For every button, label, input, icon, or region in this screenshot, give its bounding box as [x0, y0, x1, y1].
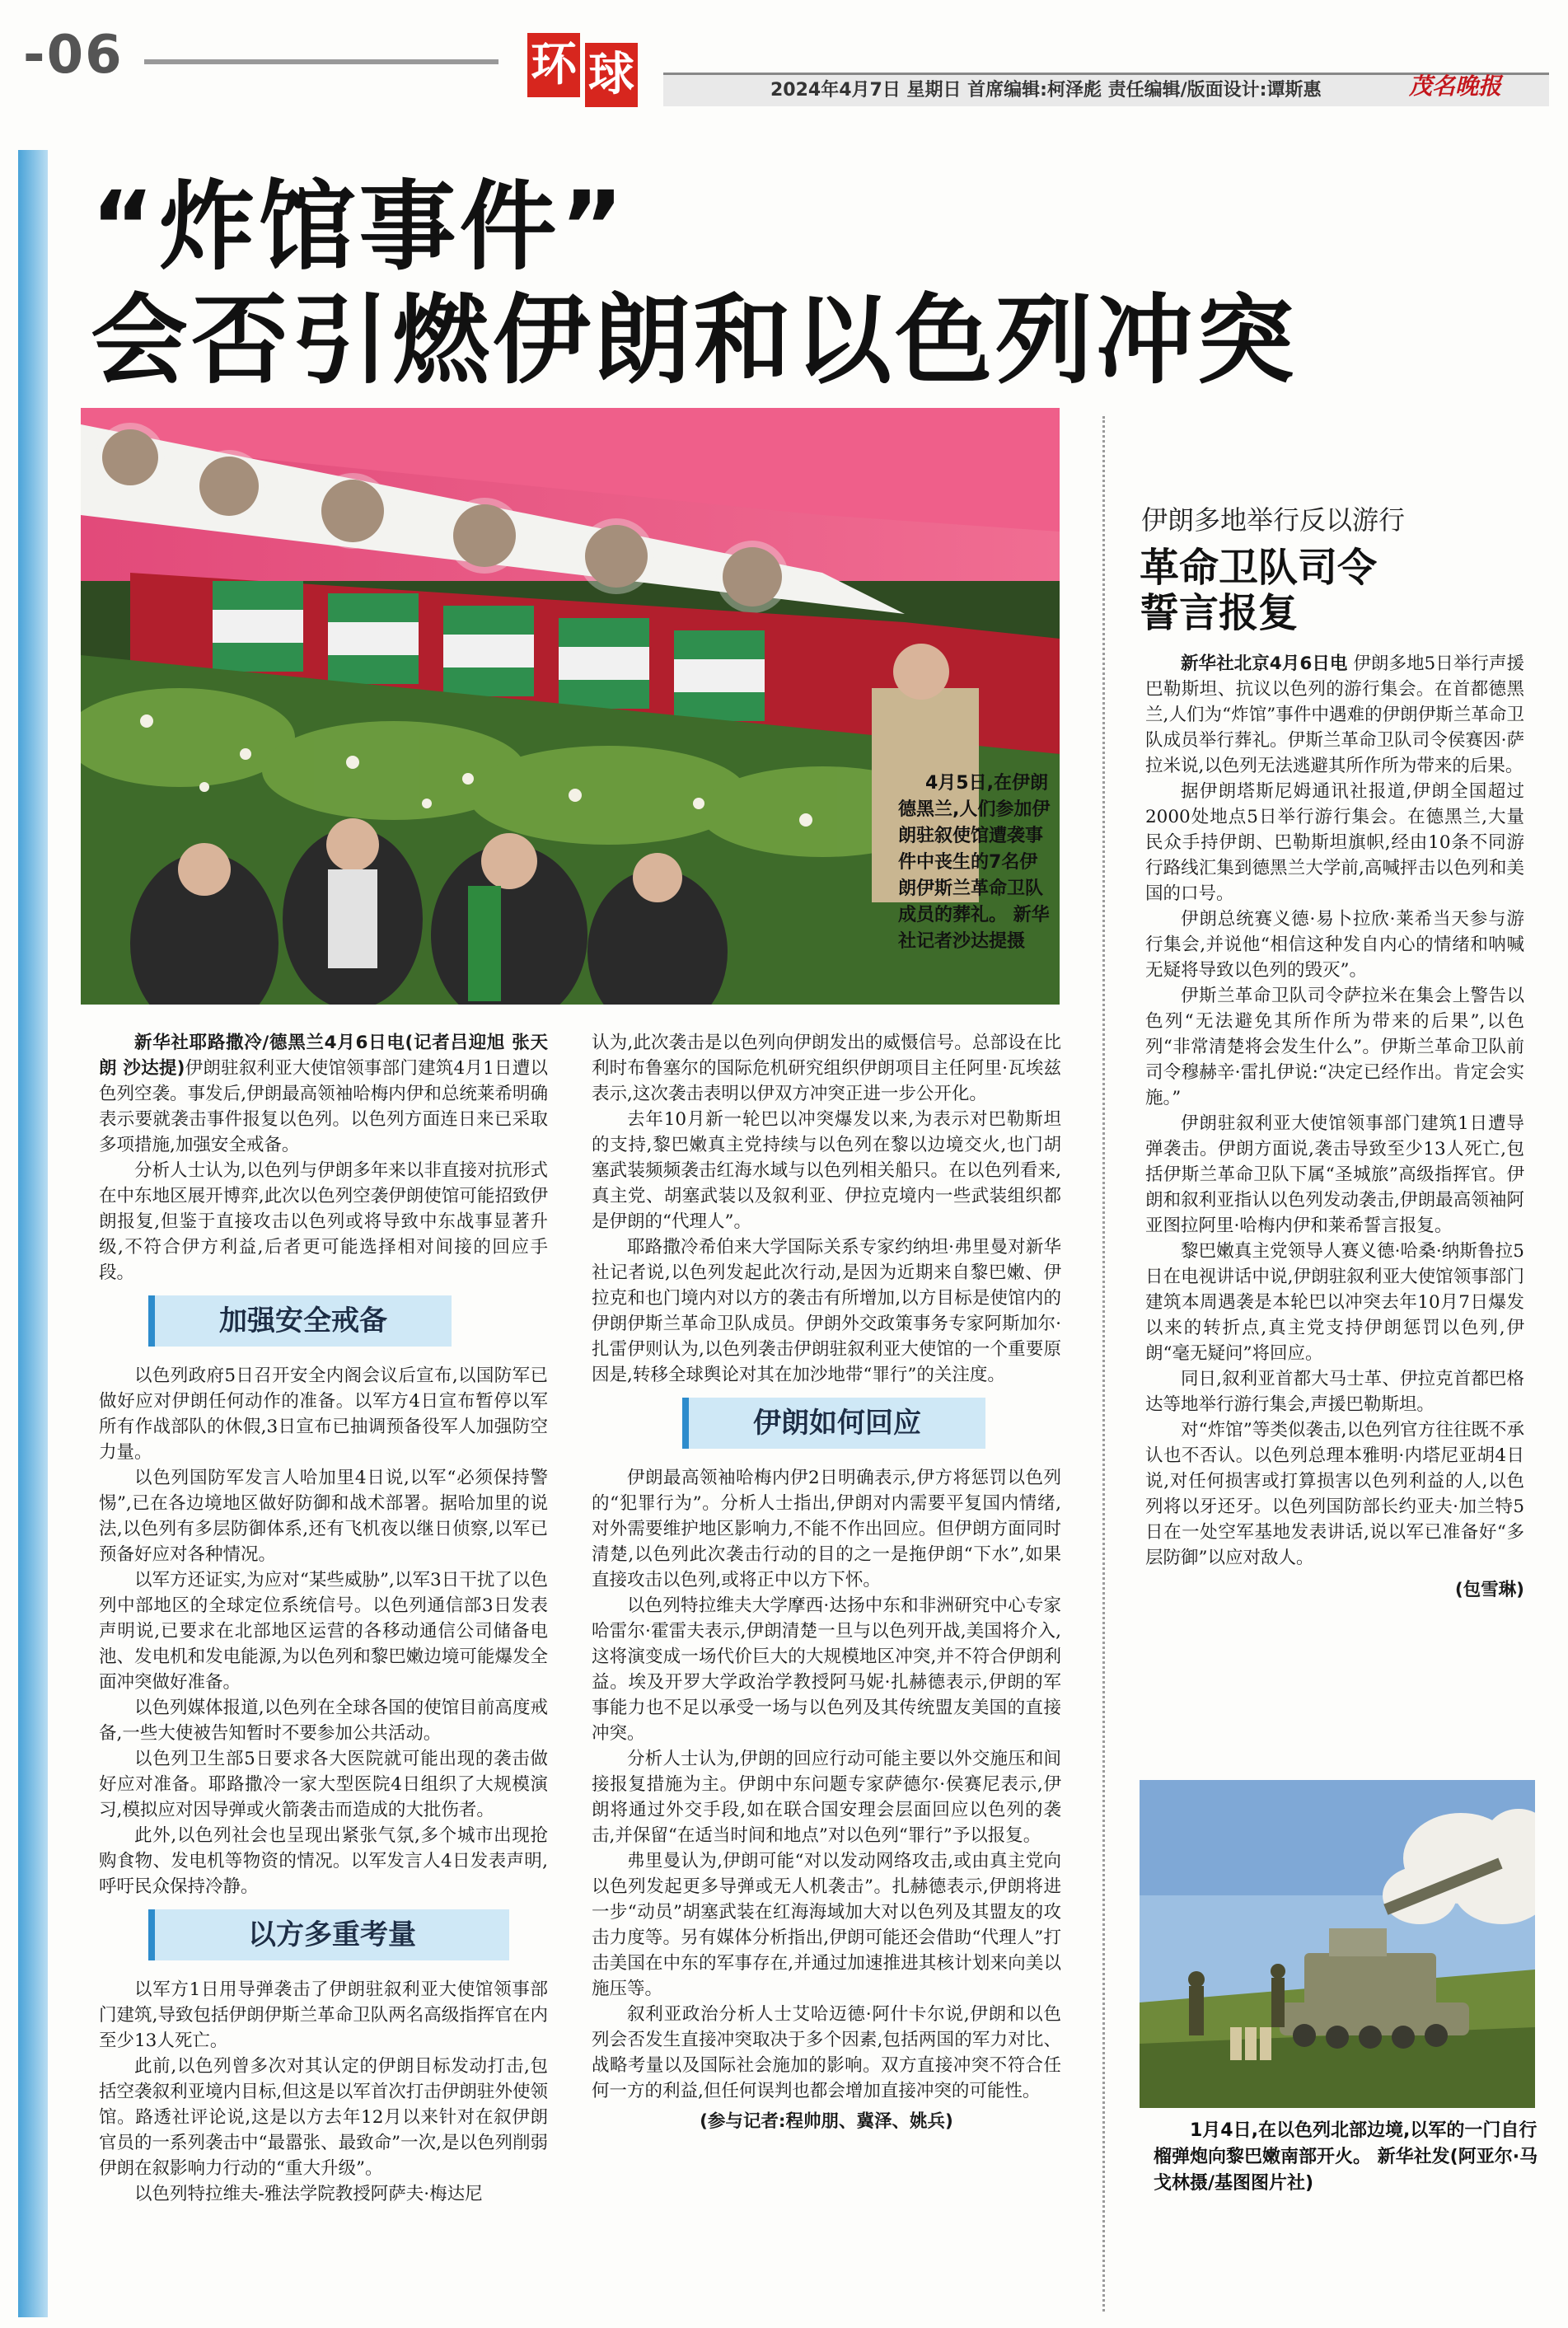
side-story-title-line-1: 革命卫队司令	[1140, 545, 1378, 591]
side-story-signoff: (包雪琳)	[1454, 1580, 1524, 1600]
paragraph: 对“炸馆”等类似袭击,以色列官方往往既不承认也不否认。以色列总理本雅明·内塔尼亚胡4日说,对任何损害或打算损害以色列利益的人,以色列将以牙还牙。以色列国防部长约亚夫·加兰特5日在一处空军基地发表讲话,说以军已准备好“多层防御”以应对敌人。	[1145, 1420, 1524, 1568]
paragraph: 伊斯兰革命卫队司令萨拉米在集会上警告以色列“无法避免其所作所为带来的后果”,以色列“非常清楚将会发生什么”。伊斯兰革命卫队前司令穆赫辛·雷扎伊说:“决定已经作出。肯定会实施。”	[1145, 986, 1524, 1108]
column-separator	[1102, 416, 1105, 2312]
side-story-body	[1145, 651, 1524, 1603]
main-story-column-2	[592, 1030, 1061, 2134]
left-accent-stripe	[18, 150, 48, 2317]
page-number: -06	[23, 25, 124, 86]
paragraph: 以色列政府5日召开安全内阁会议后宣布,以国防军已做好应对伊朗任何动作的准备。以军方4日宣布暂停以军所有作战部队的休假,3日宣布已抽调预备役军人加强防空力量。	[99, 1365, 548, 1463]
paragraph: 以军方1日用导弹袭击了伊朗驻叙利亚大使馆领事部门建筑,导致包括伊朗伊斯兰革命卫队两名高级指挥官在内至少13人死亡。	[99, 1979, 548, 2051]
paragraph: 以色列媒体报道,以色列在全球各国的使馆目前高度戒备,一些大使被告知暂时不要参加公共活动。	[99, 1698, 548, 1744]
section-label-char-2: 球	[585, 43, 638, 107]
lead-text: 伊朗多地5日举行声援巴勒斯坦、抗议以色列的游行集会。在首都德黑兰,人们为“炸馆”事件中遇难的伊朗伊斯兰革命卫队成员举行葬礼。伊斯兰革命卫队司令侯赛因·萨拉米说,以色列无法逃避其所作所为带来的后果。	[1145, 653, 1524, 776]
headline-line-1: “炸馆事件”	[91, 170, 628, 283]
dateline: 新华社耶路撒冷/德黑兰4月6日电(记者吕迎旭 张天朗 沙达提)	[99, 1033, 548, 1079]
contributing-reporters: (参与记者:程帅朋、冀泽、姚兵)	[700, 2111, 953, 2132]
issue-info: 2024年4月7日 星期日 首席编辑:柯泽彪 责任编辑/版面设计:谭斯惠	[770, 80, 1322, 101]
side-story-title-line-2: 誓言报复	[1140, 590, 1299, 636]
subhead-security: 加强安全戒备	[148, 1295, 452, 1347]
paragraph: 分析人士认为,以色列与伊朗多年来以非直接对抗形式在中东地区展开博弈,此次以色列空袭伊朗使馆可能招致伊朗报复,但鉴于直接攻击以色列或将导致中东战事显著升级,不符合伊方利益,后者更可能选择相对间接的回应手段。	[99, 1160, 548, 1283]
paragraph: 伊朗总统赛义德·易卜拉欣·莱希当天参与游行集会,并说他“相信这种发自内心的情绪和呐喊无疑将导致以色列的毁灭”。	[1145, 909, 1524, 981]
paragraph: 据伊朗塔斯尼姆通讯社报道,伊朗全国超过2000处地点5日举行游行集会。在德黑兰,大量民众手持伊朗、巴勒斯坦旗帜,经由10条不同游行路线汇集到德黑兰大学前,高喊抨击以色列和美国的口号。	[1145, 781, 1524, 904]
paragraph: 此前,以色列曾多次对其认定的伊朗目标发动打击,包括空袭叙利亚境内目标,但这是以军首次打击伊朗驻外使领馆。路透社评论说,这是以方去年12月以来针对在叙伊朗官员的一系列袭击中“最嚣张、最致命”一次,是以色列削弱伊朗在叙影响力行动的“重大升级”。	[99, 2056, 548, 2179]
paragraph: 认为,此次袭击是以色列向伊朗发出的威慑信号。总部设在比利时布鲁塞尔的国际危机研究组织伊朗项目主任阿里·瓦埃兹表示,这次袭击表明以伊双方冲突正进一步公开化。	[592, 1033, 1061, 1104]
paragraph: 伊朗驻叙利亚大使馆领事部门建筑1日遭导弹袭击。伊朗方面说,袭击导致至少13人死亡,包括伊斯兰革命卫队下属“圣城旅”高级指挥官。伊朗和叙利亚指认以色列发动袭击,伊朗最高领袖阿亚图拉阿里·哈梅内伊和莱希誓言报复。	[1145, 1113, 1524, 1236]
paragraph: 以色列卫生部5日要求各大医院就可能出现的袭击做好应对准备。耶路撒冷一家大型医院4日组织了大规模演习,模拟应对因导弹或火箭袭击而造成的大批伤者。	[99, 1749, 548, 1820]
headline-line-2: 会否引燃伊朗和以色列冲突	[91, 283, 1298, 397]
lead-paragraph	[1145, 651, 1524, 779]
paragraph: 以军方还证实,为应对“某些威胁”,以军3日干扰了以色列中部地区的全球定位系统信号。以色列通信部3日发表声明说,已要求在北部地区运营的各移动通信公司储备电池、发电机和发电能源,为以色列和黎巴嫩边境可能爆发全面冲突做好准备。	[99, 1570, 548, 1693]
funeral-photo-caption: 4月5日,在伊朗德黑兰,人们参加伊朗驻叙使馆遭袭事件中丧生的7名伊朗伊斯兰革命卫队成员的葬礼。 新华社记者沙达提摄	[898, 773, 1051, 952]
paragraph: 分析人士认为,伊朗的回应行动可能主要以外交施压和间接报复措施为主。伊朗中东问题专家萨德尔·侯赛尼表示,伊朗将通过外交手段,如在联合国安理会层面回应以色列的袭击,并保留“在适当时间和地点”对以色列“罪行”予以报复。	[592, 1749, 1061, 1846]
subhead-iran-response: 伊朗如何回应	[682, 1398, 985, 1449]
paragraph: 耶路撒冷希伯来大学国际关系专家约纳坦·弗里曼对新华社记者说,以色列发起此次行动,是因为近期来自黎巴嫩、伊拉克和也门境内对以方的袭击有所增加,以方目标是使馆内的伊朗伊斯兰革命卫队成员。伊朗外交政策事务专家阿斯加尔·扎雷伊则认为,以色列袭击伊朗驻叙利亚大使馆的一个重要原因是,转移全球舆论对其在加沙地带“罪行”的关注度。	[592, 1237, 1061, 1385]
artillery-photo	[1140, 1780, 1535, 2108]
paragraph: 同日,叙利亚首都大马士革、伊拉克首都巴格达等地举行游行集会,声援巴勒斯坦。	[1145, 1369, 1524, 1415]
subhead-israel-considerations: 以方多重考量	[148, 1909, 509, 1960]
lead-paragraph	[99, 1030, 548, 1158]
paragraph: 去年10月新一轮巴以冲突爆发以来,为表示对巴勒斯坦的支持,黎巴嫩真主党持续与以色列在黎以边境交火,也门胡塞武装频频袭击红海水域与以色列相关船只。在以色列看来,真主党、胡塞武装以及叙利亚、伊拉克境内一些武装组织都是伊朗的“代理人”。	[592, 1109, 1061, 1232]
paragraph: 以色列国防军发言人哈加里4日说,以军“必须保持警惕”,已在各边境地区做好防御和战术部署。据哈加里的说法,以色列有多层防御体系,还有飞机夜以继日侦察,以军已预备好应对各种情况。	[99, 1468, 548, 1565]
paragraph: 叙利亚政治分析人士艾哈迈德·阿什卡尔说,伊朗和以色列会否发生直接冲突取决于多个因素,包括两国的军力对比、战略考量以及国际社会施加的影响。双方直接冲突不符合任何一方的利益,但任何误判也都会增加直接冲突的可能性。	[592, 2004, 1061, 2101]
side-story-kicker: 伊朗多地举行反以游行	[1141, 504, 1406, 536]
masthead-logo: 茂名晚报	[1408, 73, 1501, 100]
paragraph: 此外,以色列社会也呈现出紧张气氛,多个城市出现抢购食物、发电机等物资的情况。以军发言人4日发表声明,呼吁民众保持冷静。	[99, 1825, 548, 1897]
paragraph: 以色列特拉维夫-雅法学院教授阿萨夫·梅达尼	[134, 2184, 483, 2204]
header-rule	[144, 59, 498, 64]
side-dateline: 新华社北京4月6日电	[1181, 653, 1348, 674]
paragraph: 以色列特拉维夫大学摩西·达扬中东和非洲研究中心专家哈雷尔·霍雷夫表示,伊朗清楚一旦与以色列开战,美国将介入,这将演变成一场代价巨大的大规模地区冲突,并不符合伊朗利益。埃及开罗大学政治学教授阿马妮·扎赫德表示,伊朗的军事能力也不足以承受一场与以色列及其传统盟友美国的直接冲突。	[592, 1595, 1061, 1744]
section-label-char-1: 环	[527, 33, 580, 97]
paragraph: 伊朗最高领袖哈梅内伊2日明确表示,伊方将惩罚以色列的“犯罪行为”。分析人士指出,伊朗对内需要平复国内情绪,对外需要维护地区影响力,不能不作出回应。但伊朗方面同时清楚,以色列此次袭击行动的目的之一是拖伊朗“下水”,如果直接攻击以色列,或将正中以方下怀。	[592, 1468, 1061, 1590]
paragraph: 黎巴嫩真主党领导人赛义德·哈桑·纳斯鲁拉5日在电视讲话中说,伊朗驻叙利亚大使馆领事部门建筑本周遇袭是本轮巴以冲突去年10月7日爆发以来的转折点,真主党支持伊朗惩罚以色列,伊朗“毫无疑问”将回应。	[1145, 1241, 1524, 1364]
artillery-photo-caption: 1月4日,在以色列北部边境,以军的一门自行榴弹炮向黎巴嫩南部开火。 新华社发(阿亚尔·马戈林摄/基图图片社)	[1154, 2120, 1538, 2194]
artillery-photo-illustration	[1140, 1780, 1535, 2108]
paragraph: 弗里曼认为,伊朗可能“对以发动网络攻击,或由真主党向以色列发起更多导弹或无人机袭击”。扎赫德表示,伊朗将进一步“动员”胡塞武装在红海海域加大对以色列及其盟友的攻击力度等。另有媒体分析指出,伊朗可能还会借助“代理人”打击美国在中东的军事存在,并通过加速推进其核计划来向美以施压等。	[592, 1851, 1061, 1999]
lead-text: 伊朗驻叙利亚大使馆领事部门建筑4月1日遭以色列空袭。事发后,伊朗最高领袖哈梅内伊和总统莱希明确表示要就袭击事件报复以色列。以色列方面连日来已采取多项措施,加强安全戒备。	[99, 1058, 548, 1155]
main-story-column-1	[99, 1030, 548, 2207]
